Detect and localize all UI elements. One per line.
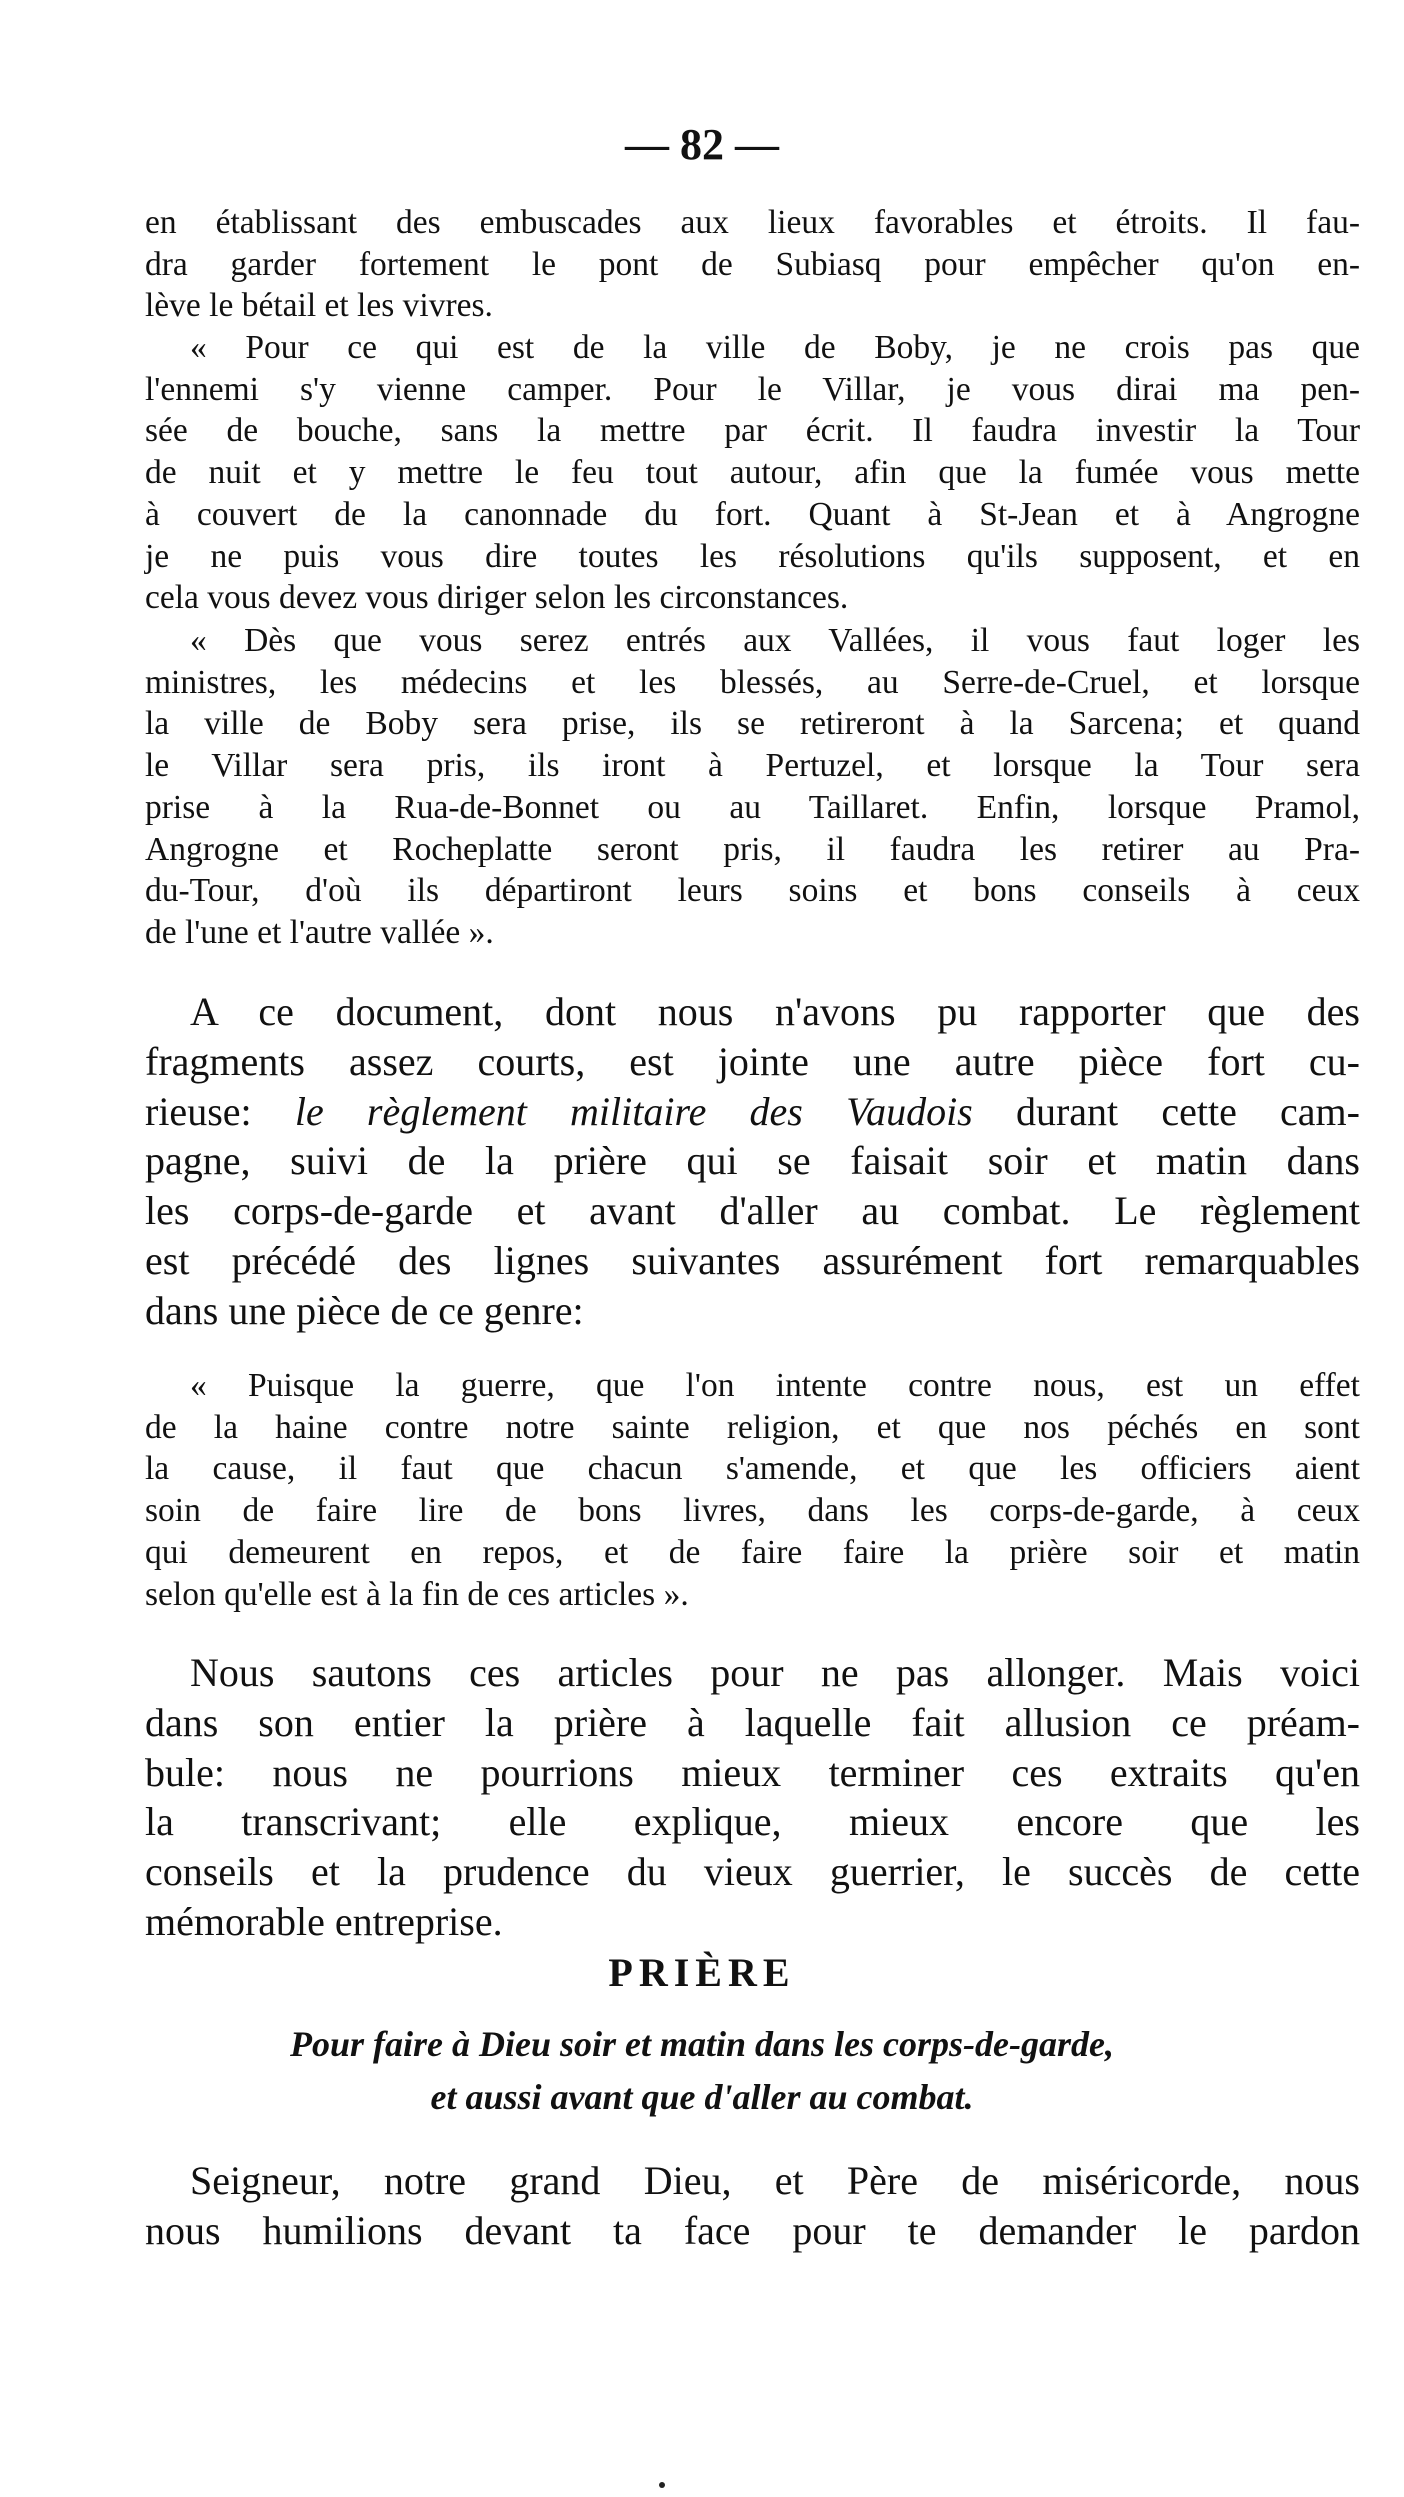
paragraph-a-ce-document xyxy=(145,987,1360,1336)
scan-speck xyxy=(659,2482,665,2488)
text-line: « Puisque la guerre, que l'on intente contre nous, est un effet xyxy=(190,1367,1360,1404)
text-line: Nous sautons ces articles pour ne pas allonger. Mais voici xyxy=(190,1650,1360,1695)
text-line: pagne, suivi de la prière qui se faisait soir et matin dans xyxy=(145,1138,1360,1184)
text-line: ministres, les médecins et les blessés, au Serre-de-Cruel, et lorsque xyxy=(145,663,1360,701)
text-line: dans une pièce de ce genre: xyxy=(145,1287,584,1333)
section-subheading xyxy=(0,2018,1404,2124)
text-line: A ce document, dont nous n'avons pu rapporter que des xyxy=(190,989,1360,1034)
text-line: qui demeurent en repos, et de faire faire la prière soir et matin xyxy=(145,1533,1360,1571)
text-line: la cause, il faut que chacun s'amende, et que les officiers aient xyxy=(145,1450,1360,1488)
subheading-line: et aussi avant que d'aller au combat. xyxy=(430,2077,974,2117)
text-line: je ne puis vous dire toutes les résolutions qu'ils supposent, et en xyxy=(145,537,1360,575)
text-line: prise à la Rua-de-Bonnet ou au Taillaret. Enfin, lorsque Pramol, xyxy=(145,788,1360,826)
text-line: soin de faire lire de bons livres, dans les corps-de-garde, à ceux xyxy=(145,1492,1360,1530)
text-line: les corps-de-garde et avant d'aller au combat. Le règlement xyxy=(145,1188,1360,1234)
text-line: de l'une et l'autre vallée ». xyxy=(145,913,494,951)
text-line: nous humilions devant ta face pour te demander le pardon xyxy=(145,2207,1360,2253)
text-line: mémorable entreprise. xyxy=(145,1898,503,1944)
text-line: en établissant des embuscades aux lieux favorables et étroits. Il fau- xyxy=(145,204,1360,241)
text-line: la ville de Boby sera prise, ils se retireront à la Sarcena; et quand xyxy=(145,705,1360,743)
text-line: dans son entier la prière à laquelle fait allusion ce préam- xyxy=(145,1699,1360,1745)
text-line: est précédé des lignes suivantes assurément fort remarquables xyxy=(145,1237,1360,1283)
paragraph-seigneur xyxy=(145,2156,1360,2256)
text-line: conseils et la prudence du vieux guerrier, le succès de cette xyxy=(145,1849,1360,1895)
paragraph-puisque-la-guerre xyxy=(145,1365,1360,1615)
paragraph-embuscades xyxy=(145,202,1360,327)
paragraph-ville-de-boby xyxy=(145,327,1360,619)
text-line: du-Tour, d'où ils départiront leurs soins et bons conseils à ceux xyxy=(145,872,1360,910)
text-line: « Dès que vous serez entrés aux Vallées, il vous faut loger les xyxy=(190,622,1360,659)
italic-phrase: le règlement militaire des Vaudois xyxy=(294,1088,973,1134)
paragraph-des-que-vous xyxy=(145,620,1360,954)
text-line: Angrogne et Rocheplatte seront pris, il faudra les retirer au Pra- xyxy=(145,830,1360,868)
text-line: Seigneur, notre grand Dieu, et Père de miséricorde, nous xyxy=(190,2158,1360,2203)
text-line: selon qu'elle est à la fin de ces articles ». xyxy=(145,1575,689,1613)
text-line: la transcrivant; elle explique, mieux encore que les xyxy=(145,1799,1360,1845)
text-line: rieuse: le règlement militaire des Vaudois durant cette cam- xyxy=(145,1088,1360,1134)
text-line: l'ennemi s'y vienne camper. Pour le Villar, je vous dirai ma pen- xyxy=(145,370,1360,408)
text-line: de la haine contre notre sainte religion, et que nos péchés en sont xyxy=(145,1408,1360,1446)
section-heading: PRIÈRE xyxy=(608,1950,796,1995)
subheading-line: Pour faire à Dieu soir et matin dans les corps-de-garde, xyxy=(290,2024,1114,2064)
paragraph-nous-sautons xyxy=(145,1648,1360,1947)
page-number: — 82 — xyxy=(625,120,779,169)
text-line: le Villar sera pris, ils iront à Pertuzel, et lorsque la Tour sera xyxy=(145,747,1360,785)
text-line: bule: nous ne pourrions mieux terminer ces extraits qu'en xyxy=(145,1749,1360,1795)
text-line: de nuit et y mettre le feu tout autour, afin que la fumée vous mette xyxy=(145,454,1360,492)
text-line: « Pour ce qui est de la ville de Boby, je ne crois pas que xyxy=(190,329,1360,366)
text-line: à couvert de la canonnade du fort. Quant à St-Jean et à Angrogne xyxy=(145,495,1360,533)
text-line: lève le bétail et les vivres. xyxy=(145,287,493,325)
text-line: cela vous devez vous diriger selon les circonstances. xyxy=(145,579,849,617)
text-line: dra garder fortement le pont de Subiasq pour empêcher qu'on en- xyxy=(145,245,1360,283)
text-line: fragments assez courts, est jointe une autre pièce fort cu- xyxy=(145,1038,1360,1084)
text-line: sée de bouche, sans la mettre par écrit. Il faudra investir la Tour xyxy=(145,412,1360,450)
